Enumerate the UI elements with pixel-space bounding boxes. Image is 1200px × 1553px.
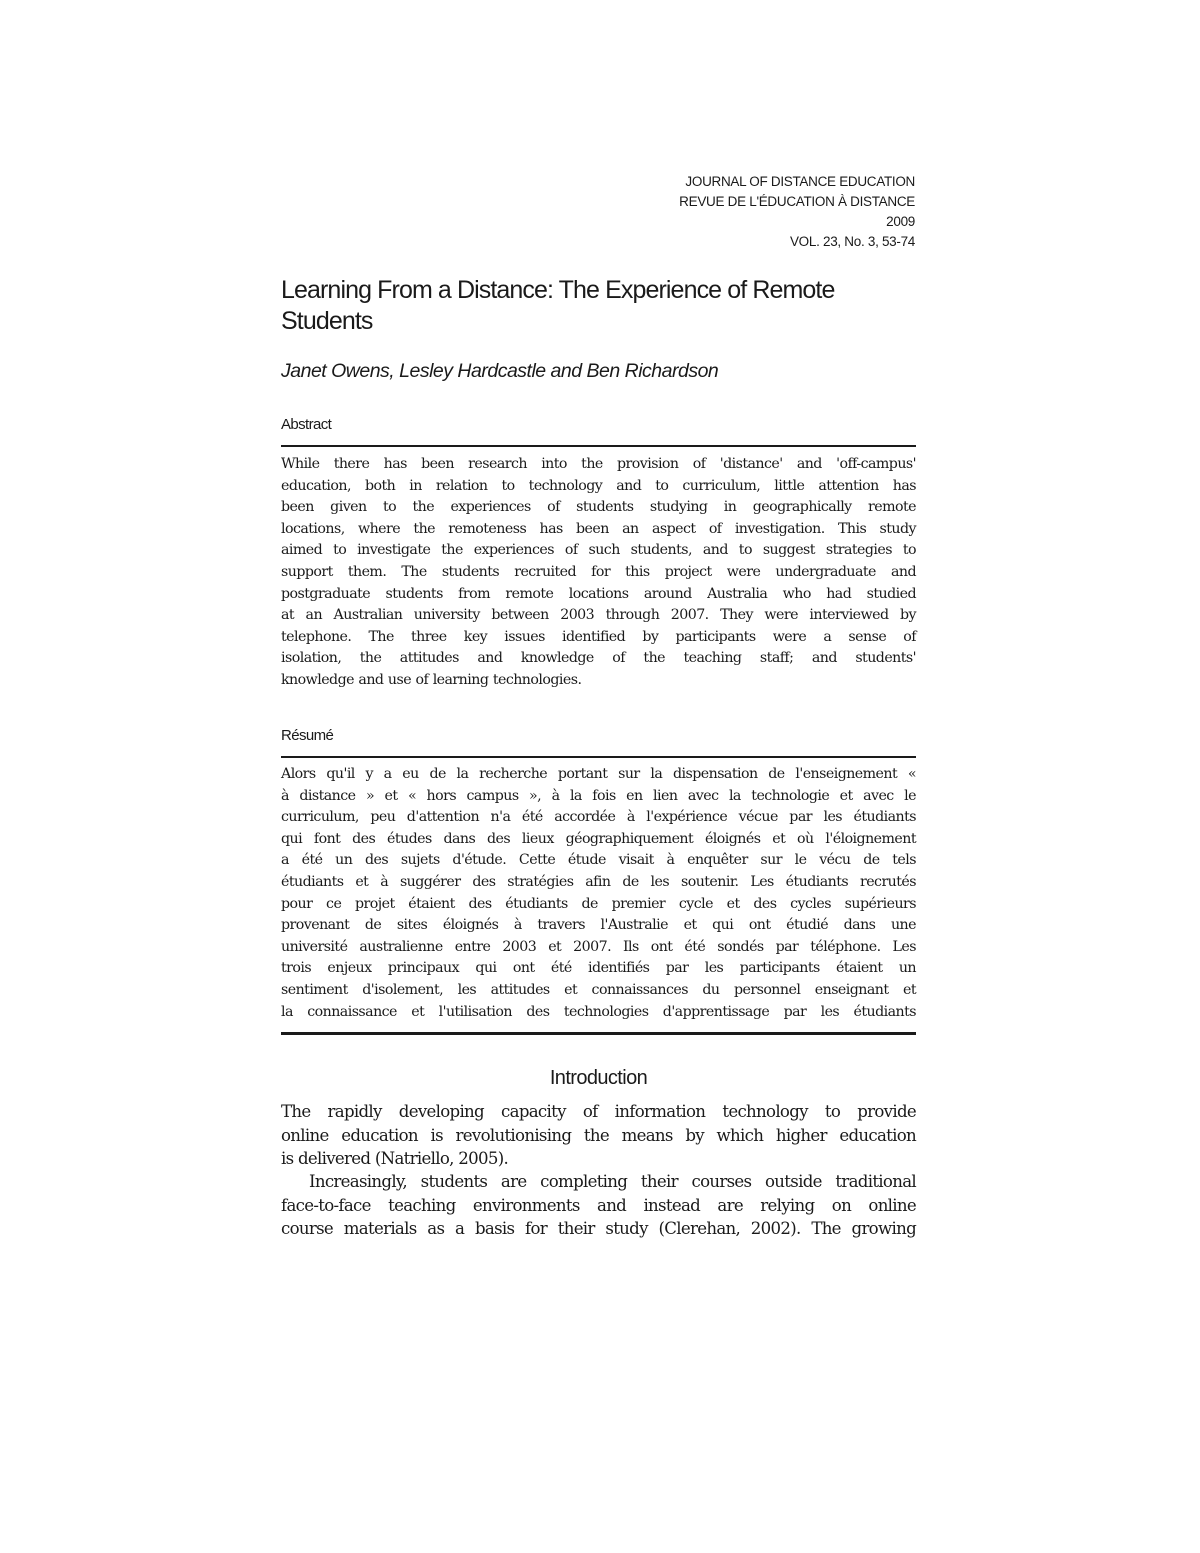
resume-line: pour ce projet étaient des étudiants de premier cycle et des cycles supérieurs	[281, 895, 916, 912]
body-line: online education is revolutionising the means by which higher education	[281, 1125, 916, 1145]
resume-line: université australienne entre 2003 et 2007. Ils ont été sondés par téléphone. Les	[281, 938, 916, 955]
resume-text	[281, 764, 916, 1023]
resume-line: trois enjeux principaux qui ont été identifiés par les participants étaient un	[281, 960, 916, 977]
abstract-line: isolation, the attitudes and knowledge of the teaching staff; and students'	[281, 650, 916, 667]
abstract-line: support them. The students recruited for this project were undergraduate and	[281, 563, 916, 580]
body-line: Increasingly, students are completing their courses outside traditional	[309, 1172, 916, 1191]
resume-line: a été un des sujets d'étude. Cette étude visait à enquêter sur le vécu de tels	[281, 852, 916, 869]
article-title	[281, 275, 921, 337]
abstract-line: telephone. The three key issues identified by participants were a sense of	[281, 628, 916, 645]
abstract-text	[281, 454, 916, 692]
abstract-rule	[281, 445, 916, 447]
article-title-line1: Learning From a Distance: The Experience of Remote	[281, 276, 835, 304]
journal-name-en: JOURNAL OF DISTANCE EDUCATION	[685, 174, 915, 189]
abstract-line: locations, where the remoteness has been an aspect of investigation. This study	[281, 520, 916, 537]
resume-line: étudiants et à suggérer des stratégies afin de les soutenir. Les étudiants recrutés	[281, 873, 916, 890]
abstract-line: at an Australian university between 2003 through 2007. They were interviewed by	[281, 607, 916, 624]
body-line: course materials as a basis for their study (Clerehan, 2002). The growing	[281, 1219, 916, 1238]
body-line: is delivered (Natriello, 2005).	[281, 1149, 509, 1168]
resume-line: provenant de sites éloignés à travers l'Australie et qui ont étudié dans une	[281, 917, 916, 934]
introduction-heading: Introduction	[549, 1067, 648, 1089]
body-line: The rapidly developing capacity of information technology to provide	[281, 1102, 916, 1121]
resume-line: curriculum, peu d'attention n'a été accordée à l'expérience vécue par les étudiants	[281, 809, 916, 826]
abstract-line: been given to the experiences of students studying in geographically remote	[281, 499, 916, 516]
introduction-paragraph-2	[281, 1170, 916, 1241]
journal-header	[600, 172, 915, 252]
journal-name-fr: REVUE DE L'ÉDUCATION À DISTANCE	[679, 194, 915, 209]
journal-year: 2009	[886, 214, 915, 229]
article-title-line2: Students	[281, 307, 373, 335]
resume-line: à distance » et « hors campus », à la fois en lien avec la technologie et avec le	[281, 787, 916, 804]
resume-line: Alors qu'il y a eu de la recherche portant sur la dispensation de l'enseignement «	[281, 766, 916, 782]
section-divider	[281, 1032, 916, 1035]
resume-rule	[281, 756, 916, 758]
abstract-line: postgraduate students from remote locations around Australia who had studied	[281, 585, 916, 602]
journal-volume: VOL. 23, No. 3, 53-74	[789, 234, 915, 249]
body-line: face-to-face teaching environments and instead are relying on online	[281, 1195, 916, 1215]
abstract-line: knowledge and use of learning technologies.	[281, 671, 582, 688]
abstract-line: aimed to investigate the experiences of such students, and to suggest strategies to	[281, 542, 916, 559]
abstract-line: While there has been research into the provision of 'distance' and 'off-campus'	[281, 456, 916, 472]
abstract-label: Abstract	[281, 416, 332, 433]
article-authors: Janet Owens, Lesley Hardcastle and Ben Richardson	[281, 360, 719, 382]
resume-line: qui font des études dans des lieux géographiquement éloignés et où l'éloignement	[281, 830, 916, 847]
introduction-paragraph-1	[281, 1100, 916, 1171]
resume-line: sentiment d'isolement, les attitudes et connaissances du personnel enseignant et	[281, 981, 916, 998]
resume-line: la connaissance et l'utilisation des technologies d'apprentissage par les étudiants	[281, 1003, 916, 1020]
abstract-line: education, both in relation to technology and to curriculum, little attention has	[281, 477, 916, 494]
resume-label: Résumé	[281, 727, 334, 744]
